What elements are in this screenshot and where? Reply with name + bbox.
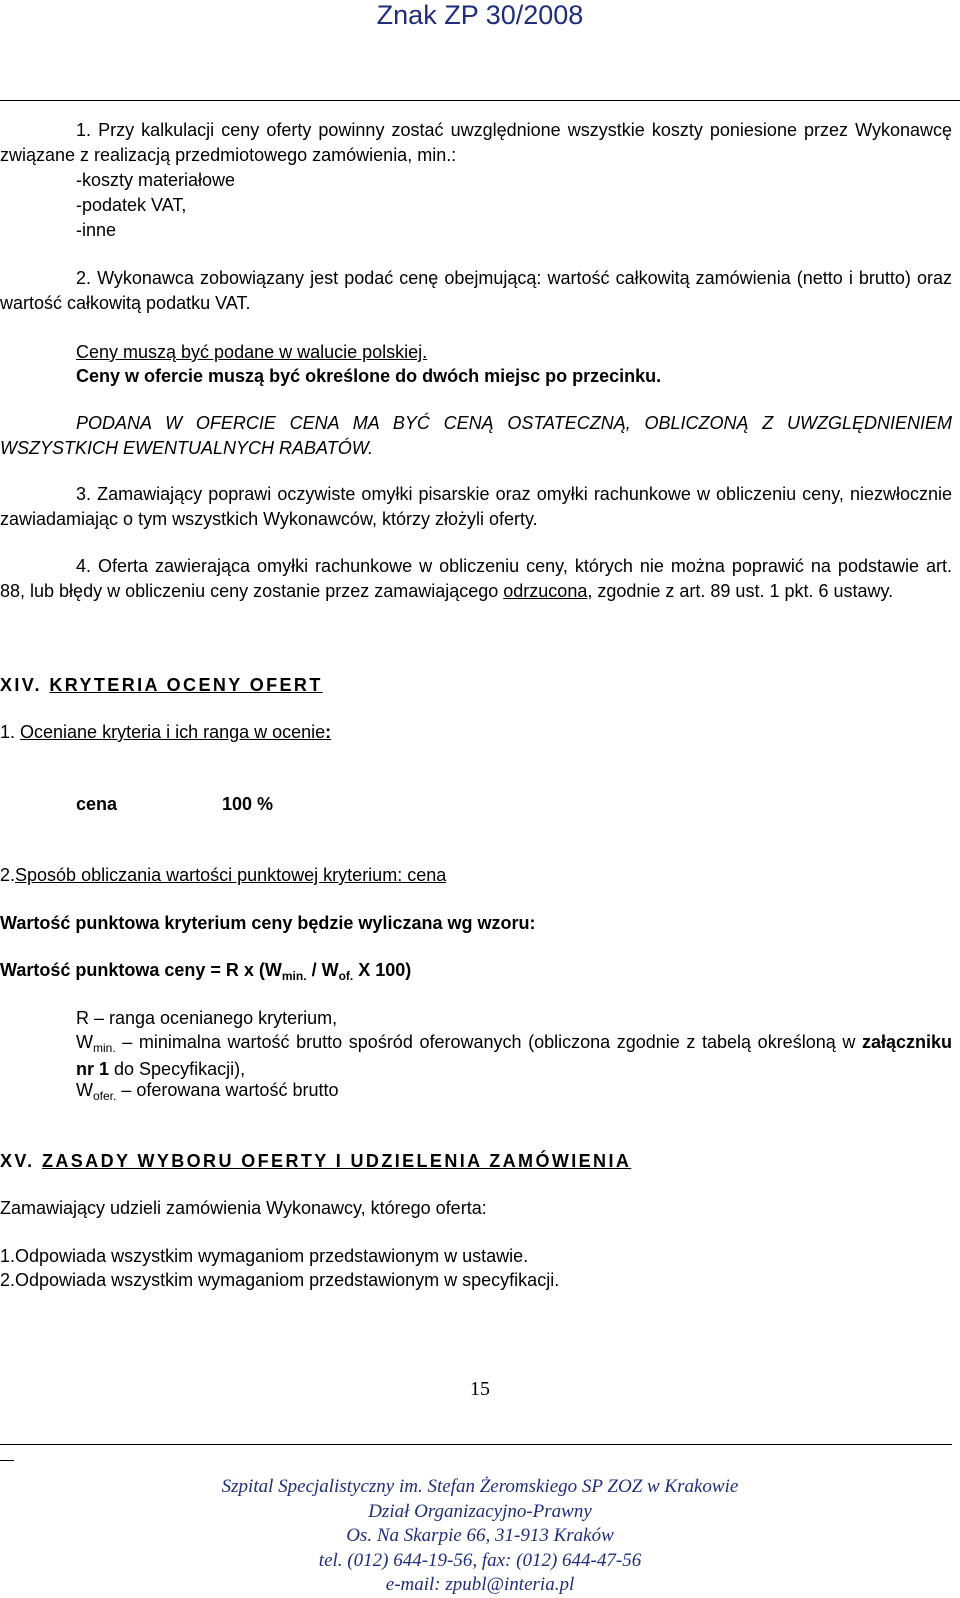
legend-symbol: W	[76, 1032, 93, 1052]
formula-part: / W	[306, 960, 339, 980]
formula-subscript: of.	[338, 969, 354, 983]
paragraph-1-text: 1. Przy kalkulacji ceny oferty powinny zostać uwzględnione wszystkie koszty poniesione przez Wykonawcę związane z realizacją przedmiotowego zamówienia, min.:	[0, 120, 952, 165]
paragraph-price-obligation	[0, 266, 952, 316]
legend-text: – minimalna wartość brutto spośród oferowanych (obliczona zgodnie z tabelą określoną w	[115, 1032, 862, 1052]
formula-part: X 100)	[353, 960, 412, 980]
paragraph-cost-calculation	[0, 118, 952, 168]
currency-note-text: Ceny muszą być podane w walucie polskiej.	[76, 342, 428, 362]
selection-intro: Zamawiający udzieli zamówienia Wykonawcy, którego oferta:	[0, 1198, 487, 1218]
legend-subscript: min.	[93, 1041, 116, 1055]
calculation-method-label: Sposób obliczania wartości punktowej kryterium: cena	[15, 865, 447, 885]
footer-line: tel. (012) 644-19-56, fax: (012) 644-47-56	[318, 1549, 642, 1571]
criterion-weight: 100 %	[222, 794, 274, 814]
paragraph-error-correction	[0, 482, 952, 532]
page-number: 15	[470, 1378, 490, 1400]
decimal-precision-note: Ceny w ofercie muszą być określone do dwóch miejsc po przecinku.	[76, 366, 662, 386]
criteria-item-colon: :	[325, 722, 332, 742]
paragraph-2-text: 2. Wykonawca zobowiązany jest podać cenę obejmującą: wartość całkowitą zamówienia (netto i brutto) oraz wartość całkowitą podatku VAT.	[0, 268, 952, 313]
formula-intro: Wartość punktowa kryterium ceny będzie wyliczana wg wzoru:	[0, 913, 536, 933]
footer-line: e-mail: zpubl@interia.pl	[385, 1574, 575, 1595]
footer-rule	[0, 1444, 952, 1445]
legend-w-min	[0, 1030, 952, 1082]
institution-footer	[0, 1475, 960, 1598]
currency-note	[0, 340, 960, 365]
paragraph-3-text: 3. Zamawiający poprawi oczywiste omyłki pisarskie oraz omyłki rachunkowe w obliczeniu ceny, niezwłocznie zawiadamiając o tym wszystkich Wykonawców, którzy złożyli oferty.	[0, 484, 952, 529]
cost-list-item: -inne	[76, 220, 117, 240]
selection-condition: 2.Odpowiada wszystkim wymaganiom przedstawionym w specyfikacji.	[0, 1270, 560, 1290]
attachment-reference: załączniku nr 1	[76, 1032, 952, 1079]
formula-subscript: min.	[281, 969, 307, 983]
legend-subscript: ofer.	[93, 1089, 117, 1103]
rejected-term: odrzucona	[503, 581, 588, 601]
section-heading-selection	[0, 1149, 952, 1174]
footer-line: Os. Na Skarpie 66, 31-913 Kraków	[346, 1525, 614, 1546]
section-number: XIV.	[0, 675, 42, 695]
cost-list-item: -podatek VAT,	[76, 195, 187, 215]
paragraph-4-text: 4. Oferta zawierająca omyłki rachunkowe w obliczeniu ceny, których nie można poprawić na podstawie art. 88, lub błędy w obliczeniu ceny zostanie przez zamawiającego	[0, 556, 952, 601]
section-heading-criteria	[0, 673, 952, 698]
footer-line: Dział Organizacyjno-Prawny	[368, 1500, 592, 1522]
final-price-note	[0, 411, 952, 461]
final-price-note-text: PODANA W OFERCIE CENA MA BYĆ CENĄ OSTATECZNĄ, OBLICZONĄ Z UWZGLĘDNIENIEM WSZYSTKICH EWENTUALNYCH RABATÓW.	[0, 413, 952, 458]
section-title: ZASADY WYBORU OFERTY I UDZIELENIA ZAMÓWIENIA	[41, 1151, 632, 1171]
criteria-item-1	[0, 720, 952, 745]
legend-text: do Specyfikacji),	[109, 1059, 246, 1079]
criteria-item-2	[0, 863, 952, 888]
legend-r: R – ranga ocenianego kryterium,	[76, 1008, 338, 1028]
footer-line: Szpital Specjalistyczny im. Stefan Żeromskiego SP ZOZ w Krakowie	[221, 1476, 739, 1497]
item-number: 2.	[0, 865, 16, 885]
paragraph-4-end: , zgodnie z art. 89 ust. 1 pkt. 6 ustawy.	[587, 581, 894, 601]
document-header-title: Znak ZP 30/2008	[376, 0, 584, 30]
criteria-item-label: Oceniane kryteria i ich ranga w ocenie	[20, 722, 326, 742]
selection-condition: 1.Odpowiada wszystkim wymaganiom przedstawionym w ustawie.	[0, 1246, 529, 1266]
scoring-formula	[0, 958, 952, 985]
header-rule	[0, 100, 960, 101]
section-number: XV.	[0, 1151, 35, 1171]
footnote-mark	[0, 1460, 14, 1461]
cost-list-item: -koszty materiałowe	[76, 170, 236, 190]
section-title: KRYTERIA OCENY OFERT	[49, 675, 323, 695]
legend-symbol: W	[76, 1080, 93, 1100]
legend-w-ofer	[0, 1078, 960, 1105]
criterion-name: cena	[76, 794, 118, 814]
paragraph-offer-rejection	[0, 554, 952, 604]
item-number: 1.	[0, 722, 21, 742]
formula-part: Wartość punktowa ceny = R x (W	[0, 960, 282, 980]
legend-text: – oferowana wartość brutto	[116, 1080, 339, 1100]
